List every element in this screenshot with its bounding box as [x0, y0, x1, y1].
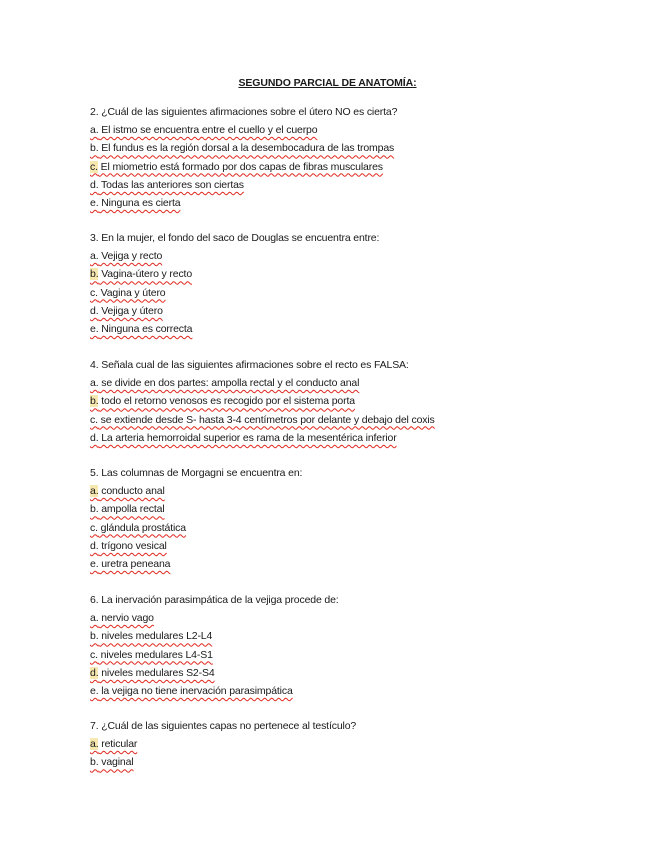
- option-text: niveles medulares L4-S1: [97, 648, 213, 661]
- question-text: 6. La inervación parasimpática de la vejiga procede de:: [90, 594, 339, 606]
- option-text: El istmo se encuentra entre el cuello y el cuerpo: [98, 124, 318, 137]
- answer-option: [90, 754, 610, 770]
- option-text: todo el retorno venosos es recogido por el sistema porta: [98, 395, 355, 408]
- answer-option: [90, 375, 610, 391]
- answer-option: [90, 195, 610, 211]
- answer-option: [90, 610, 610, 626]
- option-text: uretra peneana: [98, 557, 171, 570]
- answer-option: [90, 122, 610, 138]
- option-text: Vagina-útero y recto: [98, 268, 193, 281]
- option-letter: c.: [90, 160, 98, 173]
- option-text: reticular: [98, 738, 138, 751]
- answer-option: [90, 483, 610, 499]
- question-text: 2. ¿Cuál de las siguientes afirmaciones sobre el útero NO es cierta?: [90, 106, 398, 118]
- answer-option: [90, 412, 610, 428]
- option-text: Ninguna es correcta: [98, 322, 193, 335]
- option-letter: d.: [90, 178, 99, 191]
- question-block: [90, 718, 610, 773]
- option-letter: a.: [90, 738, 99, 751]
- answer-option: [90, 285, 610, 301]
- option-letter: a.: [90, 377, 99, 390]
- answer-option: [90, 248, 610, 264]
- question-text: 4. Señala cual de las siguientes afirmaciones sobre el recto es FALSA:: [90, 359, 409, 371]
- page-title: SEGUNDO PARCIAL DE ANATOMÍA:: [238, 77, 417, 89]
- question-text: 5. Las columnas de Morgagni se encuentra en:: [90, 467, 303, 479]
- answer-option: [90, 665, 610, 681]
- answer-option: [90, 538, 610, 554]
- option-text: niveles medulares S2-S4: [98, 666, 215, 679]
- option-letter: e.: [90, 196, 99, 209]
- answer-option: [90, 140, 610, 156]
- answer-option: [90, 321, 610, 337]
- option-letter: e.: [90, 557, 99, 570]
- option-text: vaginal: [98, 756, 134, 769]
- option-text: trígono vesical: [98, 539, 167, 552]
- option-letter: c.: [90, 286, 98, 299]
- option-text: nervio vago: [98, 612, 154, 625]
- option-letter: d.: [90, 666, 99, 679]
- question-text: 7. ¿Cuál de las siguientes capas no pertenece al testículo?: [90, 720, 357, 732]
- option-text: la vejiga no tiene inervación parasimpática: [98, 684, 293, 697]
- question-block: [90, 592, 610, 701]
- option-text: glándula prostática: [97, 521, 186, 534]
- option-letter: d.: [90, 431, 99, 444]
- question-block: [90, 230, 610, 339]
- option-letter: b.: [90, 756, 99, 769]
- option-letter: a.: [90, 124, 99, 137]
- option-letter: a.: [90, 612, 99, 625]
- option-text: El fundus es la región dorsal a la desembocadura de las trompas: [98, 142, 395, 155]
- answer-option: [90, 159, 610, 175]
- answer-option: [90, 647, 610, 663]
- option-text: El miometrio está formado por dos capas de fibras musculares: [97, 160, 383, 173]
- option-text: La arteria hemorroidal superior es rama de la mesentérica inferior: [98, 431, 397, 444]
- answer-option: [90, 628, 610, 644]
- option-text: ampolla rectal: [98, 503, 165, 516]
- answer-option: [90, 501, 610, 517]
- question-block: [90, 104, 610, 213]
- option-letter: e.: [90, 322, 99, 335]
- option-letter: b.: [90, 503, 99, 516]
- option-text: Vejiga y recto: [98, 250, 163, 263]
- option-letter: e.: [90, 684, 99, 697]
- answer-option: [90, 520, 610, 536]
- option-letter: c.: [90, 521, 98, 534]
- option-text: Todas las anteriores son ciertas: [98, 178, 244, 191]
- option-text: Vagina y útero: [97, 286, 166, 299]
- option-letter: b.: [90, 268, 99, 281]
- option-letter: b.: [90, 630, 99, 643]
- question-text: 3. En la mujer, el fondo del saco de Douglas se encuentra entre:: [90, 232, 380, 244]
- option-text: conducto anal: [98, 485, 165, 498]
- option-letter: c.: [90, 413, 98, 426]
- option-text: Ninguna es cierta: [98, 196, 181, 209]
- answer-option: [90, 556, 610, 572]
- answer-option: [90, 303, 610, 319]
- option-letter: d.: [90, 304, 99, 317]
- question-block: [90, 465, 610, 574]
- option-letter: d.: [90, 539, 99, 552]
- answer-option: [90, 683, 610, 699]
- option-letter: a.: [90, 485, 99, 498]
- option-text: se divide en dos partes: ampolla rectal y el conducto anal: [98, 377, 360, 390]
- option-letter: b.: [90, 142, 99, 155]
- option-letter: b.: [90, 395, 99, 408]
- option-text: niveles medulares L2-L4: [98, 630, 213, 643]
- answer-option: [90, 430, 610, 446]
- answer-option: [90, 177, 610, 193]
- option-letter: c.: [90, 648, 98, 661]
- answer-option: [90, 393, 610, 409]
- option-letter: a.: [90, 250, 99, 263]
- option-text: Vejiga y útero: [98, 304, 163, 317]
- question-block: [90, 357, 610, 448]
- option-text: se extiende desde S- hasta 3-4 centímetros por delante y debajo del coxis: [97, 413, 435, 426]
- answer-option: [90, 266, 610, 282]
- answer-option: [90, 736, 610, 752]
